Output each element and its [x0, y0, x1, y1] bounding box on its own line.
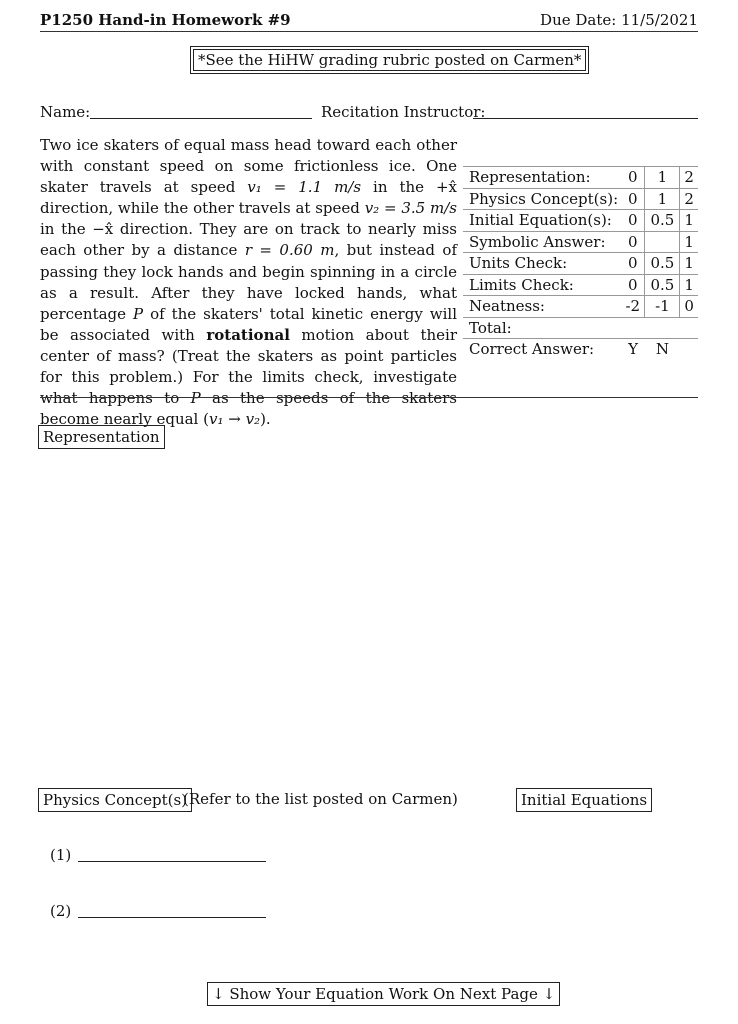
rubric-category-label: Representation:	[463, 167, 621, 189]
representation-box: Representation	[38, 425, 165, 449]
section-divider	[40, 397, 698, 398]
concept-item-1-field[interactable]	[78, 861, 266, 862]
rubric-row	[463, 253, 698, 275]
v1-expression: v₁ = 1.1 m/s	[247, 178, 362, 197]
rubric-score-option[interactable]: 0.5	[645, 274, 680, 296]
rubric-score-option	[621, 317, 645, 339]
header-divider	[40, 31, 698, 32]
rubric-score-option[interactable]: -2	[621, 296, 645, 318]
rubric-category-label: Limits Check:	[463, 274, 621, 296]
recitation-instructor-label: Recitation Instructor:	[321, 103, 486, 121]
concept-item-1-label: (1)	[50, 846, 72, 864]
name-label: Name:	[40, 103, 91, 121]
rubric-score-option[interactable]: 0	[621, 210, 645, 232]
rubric-category-label: Neatness:	[463, 296, 621, 318]
rubric-score-option[interactable]: 2	[680, 167, 698, 189]
rubric-score-option[interactable]: 1	[645, 167, 680, 189]
physics-concepts-box: Physics Concept(s)	[38, 788, 192, 812]
rubric-row	[463, 188, 698, 210]
rubric-row	[463, 231, 698, 253]
rubric-row	[463, 167, 698, 189]
rubric-score-option[interactable]: 0	[621, 188, 645, 210]
rubric-score-option[interactable]: 1	[645, 188, 680, 210]
homework-title: P1250 Hand-in Homework #9	[40, 11, 291, 29]
rubric-score-option[interactable]: 0.5	[645, 253, 680, 275]
name-field[interactable]	[90, 118, 312, 119]
rubric-score-option	[645, 231, 680, 253]
recitation-instructor-field[interactable]	[473, 118, 698, 119]
rubric-score-option[interactable]: 1	[680, 274, 698, 296]
rubric-score-option	[680, 317, 698, 339]
rubric-score-option[interactable]: 2	[680, 188, 698, 210]
rubric-score-option[interactable]: 0.5	[645, 210, 680, 232]
rubric-category-label: Symbolic Answer:	[463, 231, 621, 253]
initial-equations-box: Initial Equations	[516, 788, 652, 812]
rubric-score-option[interactable]: 0	[680, 296, 698, 318]
rubric-score-option[interactable]: 1	[680, 253, 698, 275]
concept-item-2-field[interactable]	[78, 917, 266, 918]
rubric-category-label: Initial Equation(s):	[463, 210, 621, 232]
rubric-score-option	[645, 317, 680, 339]
due-date: Due Date: 11/5/2021	[540, 11, 698, 29]
rubric-row	[463, 339, 698, 360]
rubric-category-label: Total:	[463, 317, 621, 339]
physics-concepts-note: (Refer to the list posted on Carmen)	[183, 790, 458, 808]
rubric-score-option[interactable]: Y	[621, 339, 645, 360]
rubric-row	[463, 317, 698, 339]
rubric-score-option[interactable]: 0	[621, 167, 645, 189]
concept-item-2-label: (2)	[50, 902, 72, 920]
rubric-score-option[interactable]: 0	[621, 274, 645, 296]
limit-expression: v₁ → v₂	[208, 410, 261, 429]
rubric-score-option[interactable]: 0	[621, 231, 645, 253]
rubric-score-option[interactable]: 1	[680, 231, 698, 253]
rubric-note-text: *See the HiHW grading rubric posted on Carmen*	[193, 49, 586, 71]
rubric-score-option[interactable]: 1	[680, 210, 698, 232]
v2-expression: v₂ = 3.5 m/s	[364, 199, 457, 218]
rubric-category-label: Physics Concept(s):	[463, 188, 621, 210]
problem-statement: Two ice skaters of equal mass head toward each other with constant speed on some frictionless ice. One skater travels at speed v₁ = 1.1 m/s in the +x̂ direction, while the other travels at speed v₂ = 3.5 m/s in the −x̂ direction. They are on track to nearly miss each other by a distance r = 0.60 m, but instead of passing they lock hands and begin spinning in a circle as a result. After they have locked hands, what percentage P of the skaters' total kinetic energy will be associated with rotational motion about their center of mass? (Treat the skaters as point particles for this problem.) For the limits check, investigate what happens to P as the speeds of the skaters become nearly equal (v₁ → v₂).	[40, 136, 457, 429]
rubric-note-box	[190, 46, 589, 74]
rubric-row	[463, 296, 698, 318]
rubric-category-label: Units Check:	[463, 253, 621, 275]
emphasis-rotational: rotational	[206, 325, 290, 344]
grading-rubric-table	[463, 166, 698, 360]
rubric-category-label: Correct Answer:	[463, 339, 621, 360]
rubric-score-option[interactable]: 0	[621, 253, 645, 275]
next-page-note: ↓ Show Your Equation Work On Next Page ↓	[207, 982, 560, 1006]
rubric-row	[463, 274, 698, 296]
rubric-score-option	[680, 339, 698, 360]
rubric-row	[463, 210, 698, 232]
rubric-score-option[interactable]: -1	[645, 296, 680, 318]
r-expression: r = 0.60 m	[244, 241, 335, 260]
rubric-score-option[interactable]: N	[645, 339, 680, 360]
